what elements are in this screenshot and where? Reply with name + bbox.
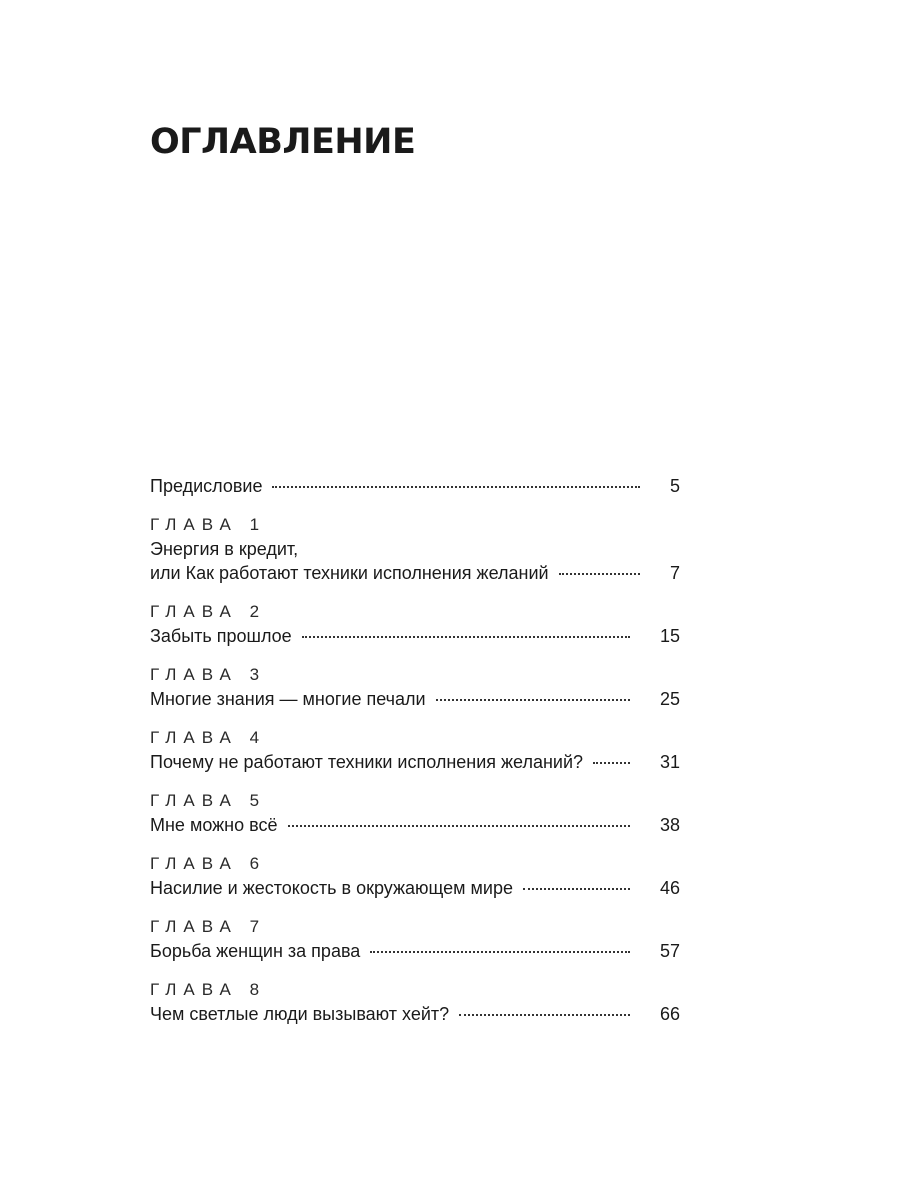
toc-page-number: 46	[659, 878, 680, 898]
toc-entry-title: Предисловие	[150, 476, 263, 496]
toc-page-number: 7	[669, 563, 680, 583]
table-of-contents	[150, 474, 680, 1026]
chapter-label: ГЛАВА 5	[150, 791, 267, 810]
toc-entry-title: Чем светлые люди вызывают хейт?	[150, 1004, 450, 1024]
toc-page-number: 31	[659, 752, 680, 772]
toc-entry-title: Мне можно всё	[150, 815, 278, 835]
toc-entry-title: Забыть прошлое	[150, 626, 292, 646]
toc-entry-chapter-6[interactable]	[150, 852, 680, 900]
toc-entry-title: Насилие и жестокость в окружающем мире	[150, 878, 513, 898]
dot-leader	[593, 762, 630, 764]
chapter-label: ГЛАВА 8	[150, 980, 267, 999]
toc-entry-title-line: Энергия в кредит,	[150, 539, 299, 559]
toc-entry-chapter-3[interactable]	[150, 663, 680, 711]
toc-page-number: 66	[659, 1004, 680, 1024]
chapter-label: ГЛАВА 3	[150, 665, 267, 684]
toc-entry-title: Почему не работают техники исполнения желаний?	[150, 752, 584, 772]
dot-leader	[272, 486, 640, 488]
dot-leader	[302, 636, 630, 638]
dot-leader	[370, 951, 630, 953]
chapter-label: ГЛАВА 1	[150, 515, 267, 534]
toc-entry-chapter-2[interactable]	[150, 600, 680, 648]
chapter-label: ГЛАВА 2	[150, 602, 267, 621]
dot-leader	[559, 573, 640, 575]
toc-entry-chapter-4[interactable]	[150, 726, 680, 774]
chapter-label: ГЛАВА 4	[150, 728, 267, 747]
toc-page-number: 57	[659, 941, 680, 961]
dot-leader	[288, 825, 630, 827]
toc-entry-title: Борьба женщин за права	[150, 941, 361, 961]
toc-page-number: 38	[659, 815, 680, 835]
dot-leader	[436, 699, 630, 701]
toc-page-number: 15	[659, 626, 680, 646]
toc-page-number: 25	[659, 689, 680, 709]
dot-leader	[523, 888, 630, 890]
toc-entry-chapter-7[interactable]	[150, 915, 680, 963]
page-title: ОГЛАВЛЕНИЕ	[150, 122, 416, 162]
dot-leader	[459, 1014, 630, 1016]
toc-page-number: 5	[669, 476, 680, 496]
toc-entry-chapter-8[interactable]	[150, 978, 680, 1026]
toc-entry-preface[interactable]	[150, 474, 680, 498]
chapter-label: ГЛАВА 6	[150, 854, 267, 873]
toc-entry-chapter-1[interactable]	[150, 513, 680, 585]
toc-entry-chapter-5[interactable]	[150, 789, 680, 837]
toc-entry-title-line: или Как работают техники исполнения желаний	[150, 563, 549, 583]
chapter-label: ГЛАВА 7	[150, 917, 267, 936]
toc-entry-title: Многие знания — многие печали	[150, 689, 426, 709]
